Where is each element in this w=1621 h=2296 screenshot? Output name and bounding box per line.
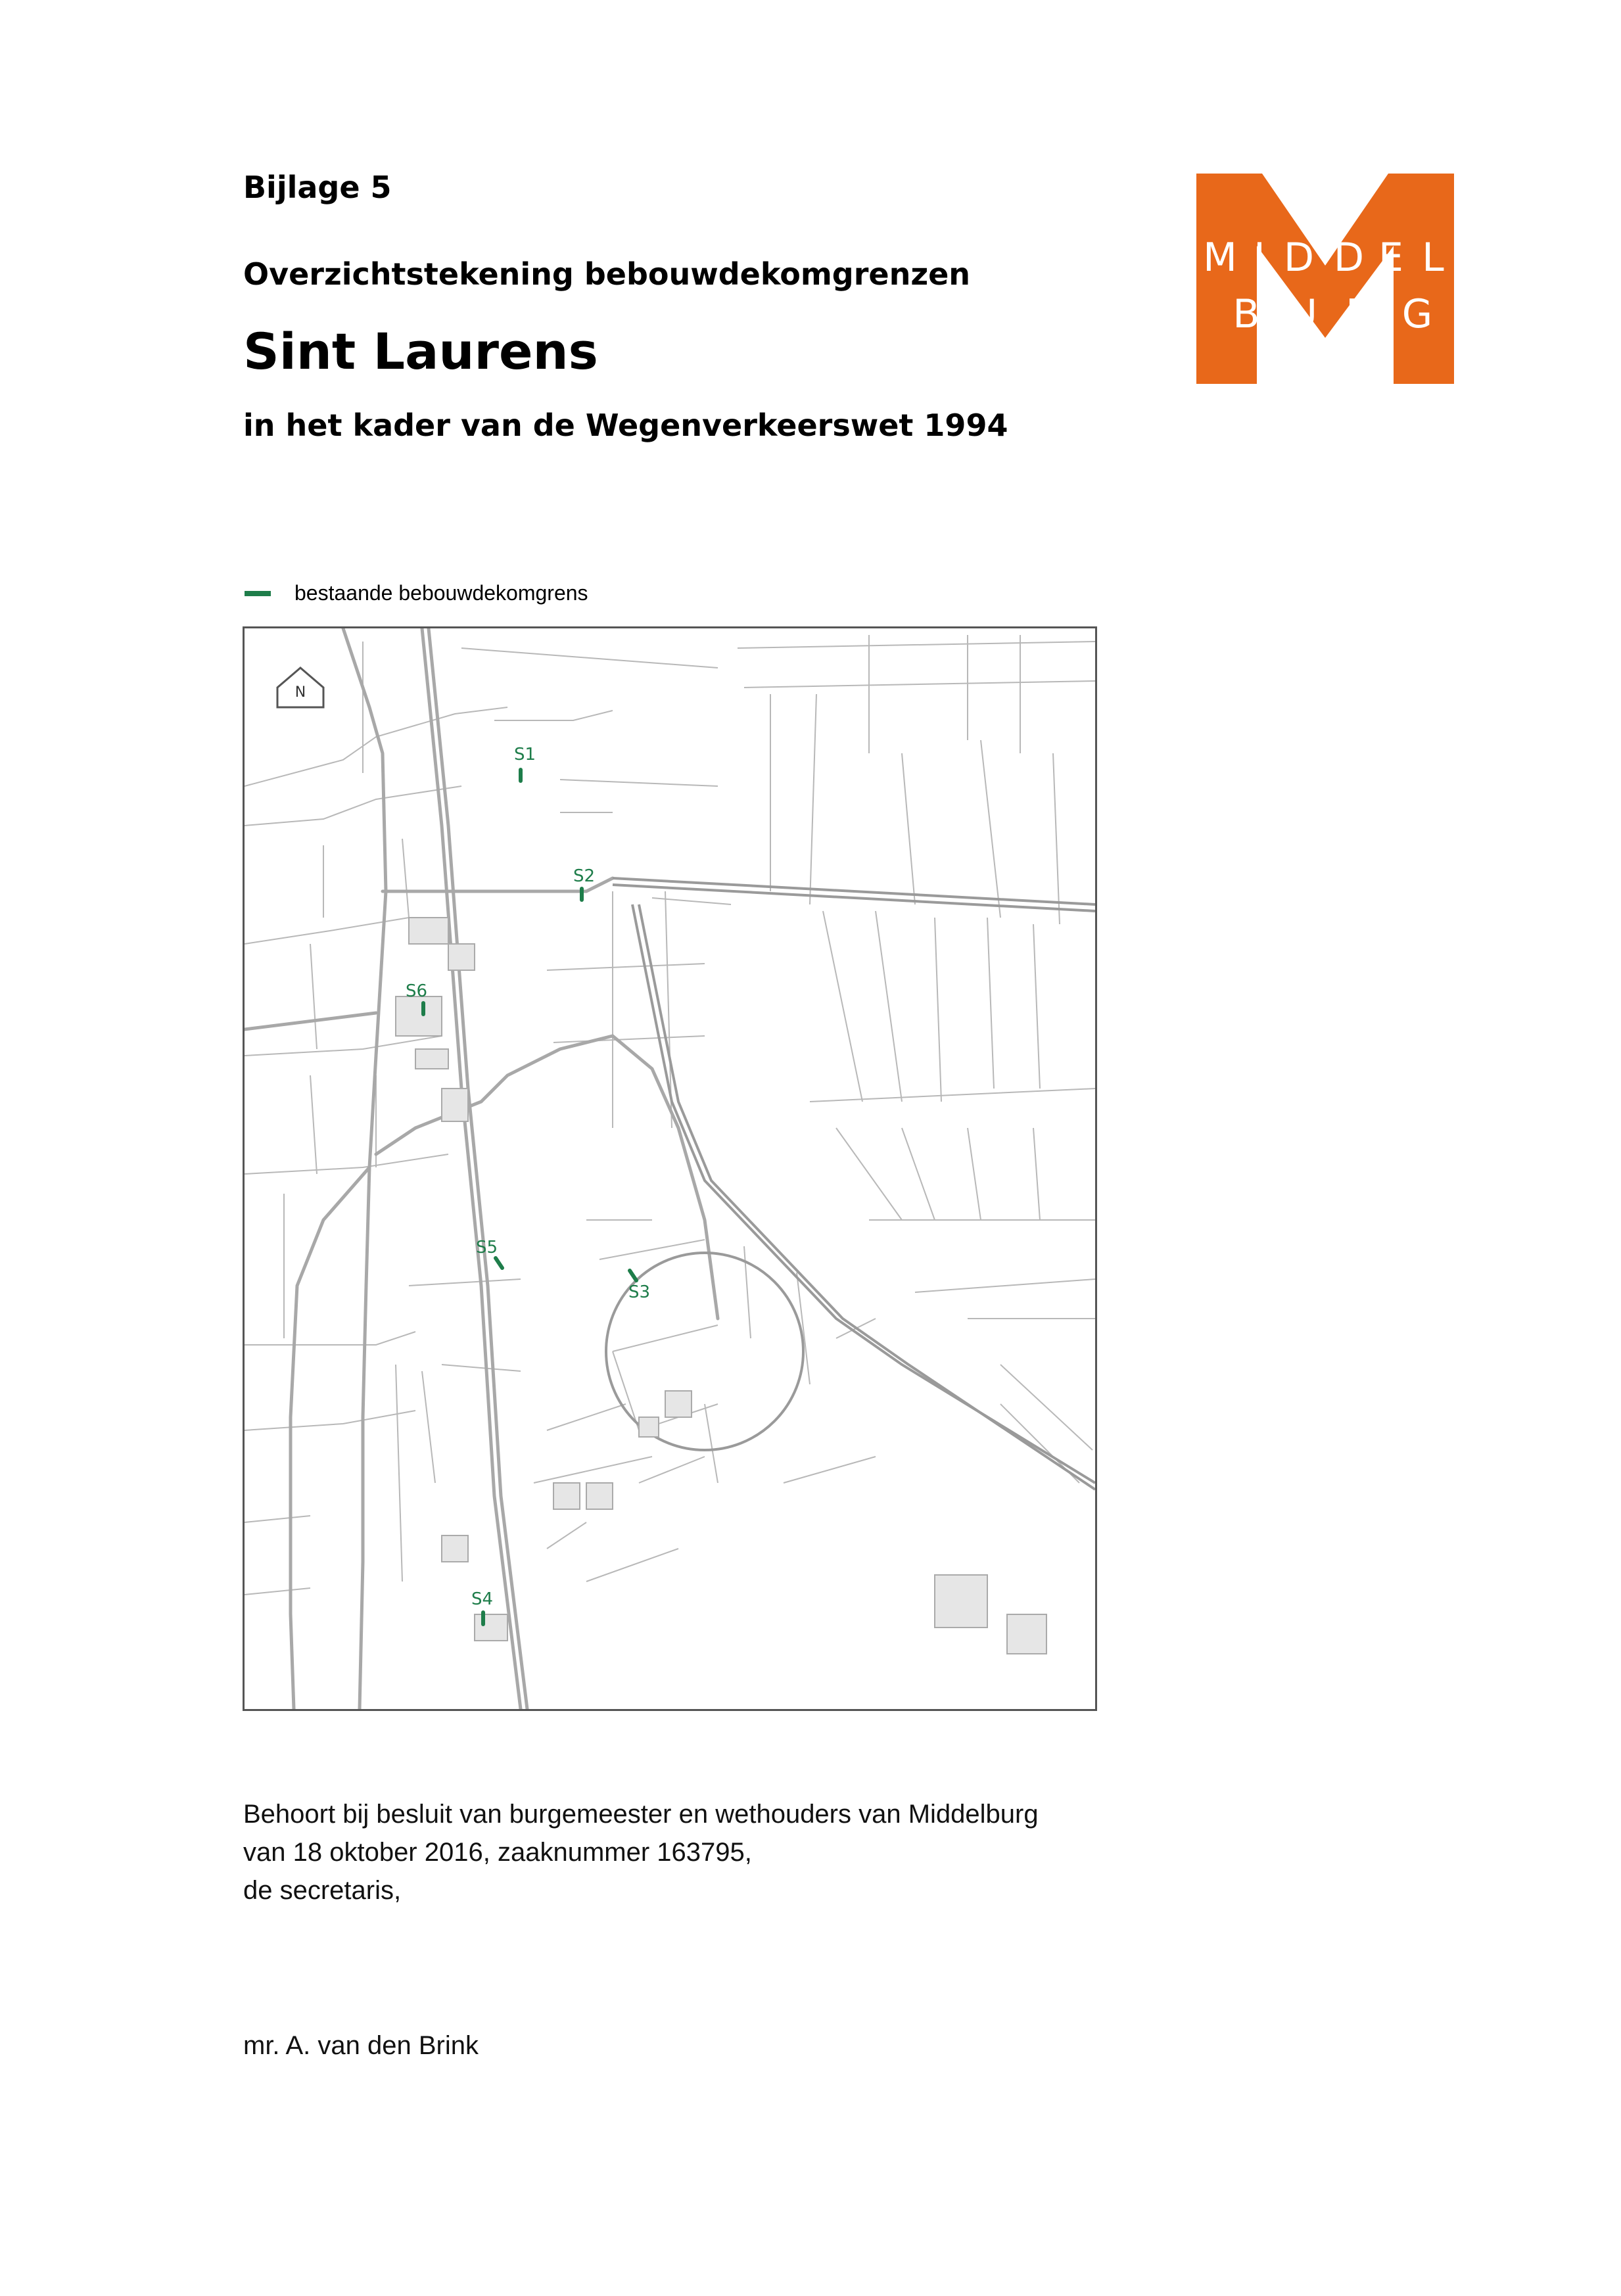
map-legend bbox=[245, 581, 588, 605]
decision-line-1: Behoort bij besluit van burgemeester en wethouders van Middelburg bbox=[243, 1800, 1039, 1829]
north-arrow-icon bbox=[277, 668, 323, 707]
boundary-marker-s5 bbox=[496, 1258, 502, 1268]
decision-line-3: de secretaris, bbox=[243, 1876, 402, 1905]
svg-text:U: U bbox=[1288, 291, 1317, 337]
marker-label-s1: S1 bbox=[514, 745, 536, 764]
signatory-name: mr. A. van den Brink bbox=[243, 2031, 479, 2060]
legend-swatch bbox=[245, 591, 271, 596]
marker-label-s3: S3 bbox=[628, 1282, 651, 1302]
marker-label-s6: S6 bbox=[406, 981, 428, 1001]
page-title: Sint Laurens bbox=[243, 322, 598, 381]
svg-text:D: D bbox=[1283, 235, 1315, 281]
svg-text:M: M bbox=[1203, 235, 1237, 281]
decision-line-2: van 18 oktober 2016, zaaknummer 163795, bbox=[243, 1838, 752, 1867]
document-subtitle: Overzichtstekening bebouwdekomgrenzen bbox=[243, 256, 971, 292]
svg-text:I: I bbox=[1254, 235, 1265, 281]
north-label: N bbox=[294, 684, 306, 701]
boundary-marker-s3 bbox=[630, 1271, 636, 1280]
overview-map bbox=[243, 626, 1097, 1711]
svg-text:E: E bbox=[1378, 235, 1403, 281]
svg-text:L: L bbox=[1422, 235, 1444, 281]
svg-text:B: B bbox=[1233, 291, 1260, 337]
svg-text:D: D bbox=[1333, 235, 1365, 281]
legal-context: in het kader van de Wegenverkeerswet 1994 bbox=[243, 408, 1008, 443]
legend-label: bestaande bebouwdekomgrens bbox=[294, 581, 588, 605]
marker-label-s4: S4 bbox=[471, 1589, 494, 1609]
marker-label-s5: S5 bbox=[476, 1238, 498, 1257]
svg-text:R: R bbox=[1346, 291, 1373, 337]
svg-text:G: G bbox=[1401, 291, 1433, 337]
marker-label-s2: S2 bbox=[573, 866, 596, 886]
appendix-number: Bijlage 5 bbox=[243, 170, 392, 205]
middelburg-logo bbox=[1196, 174, 1454, 384]
